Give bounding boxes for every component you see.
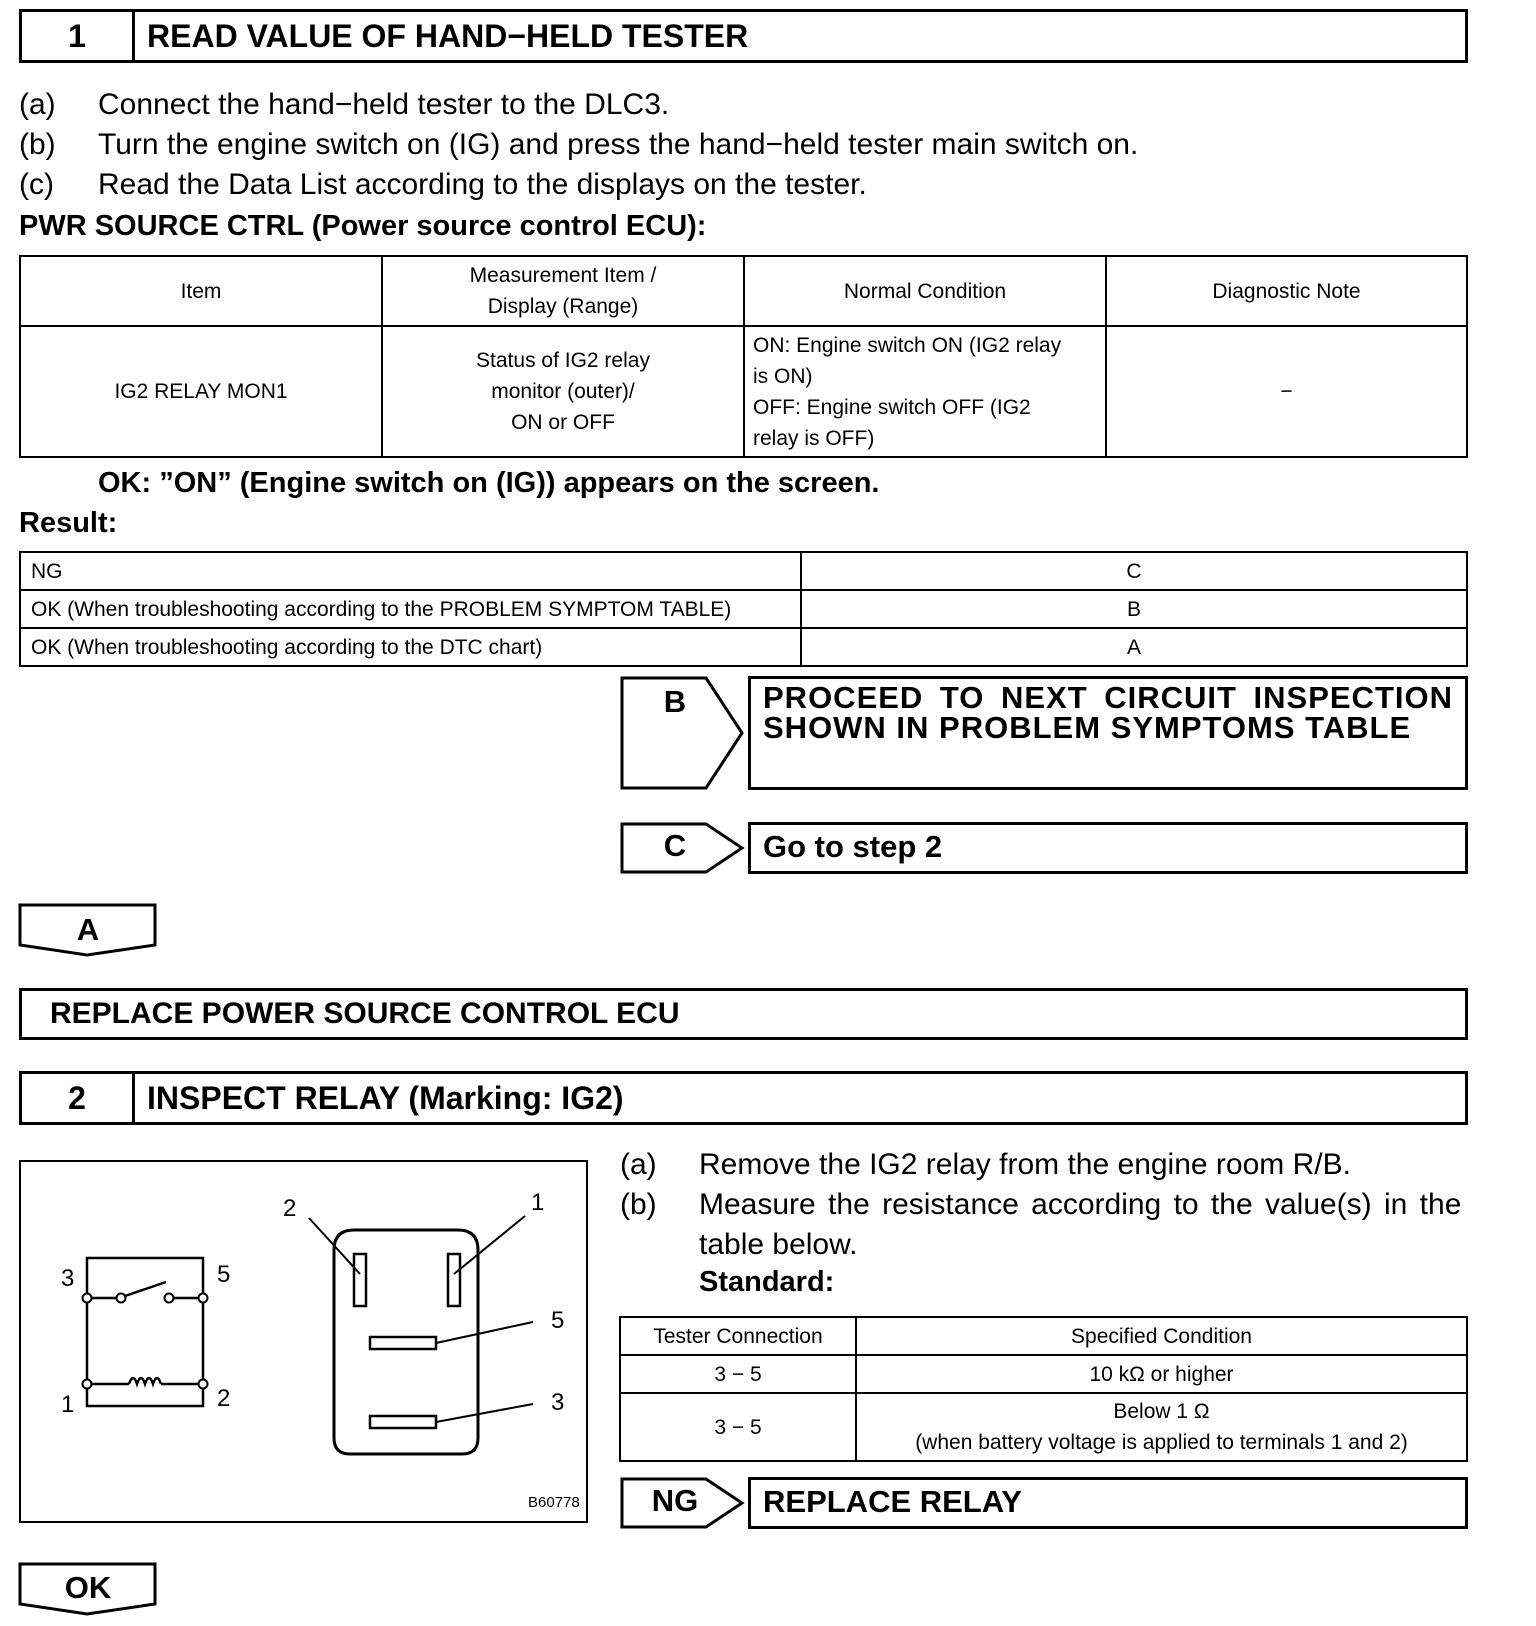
branch-c-code: C: [663, 828, 687, 863]
step-number: 1: [22, 12, 135, 60]
normal-line: ON: Engine switch ON (IG2 relay: [753, 333, 1062, 357]
header-diagnostic-note: Diagnostic Note: [1106, 256, 1467, 326]
data-list-caption: PWR SOURCE CTRL (Power source control ECU):: [19, 210, 707, 242]
cell-connection: 3 − 5: [620, 1355, 856, 1393]
measurement-line: monitor (outer)/: [491, 380, 635, 403]
cell-normal-condition: [744, 326, 1106, 457]
instruction-a: [19, 88, 669, 122]
instruction-text: Connect the hand−held tester to the DLC3.: [98, 88, 670, 121]
relay-pin-label: 1: [531, 1189, 545, 1216]
instruction-label: (a): [620, 1148, 657, 1181]
instruction-text: Read the Data List according to the displays on the tester.: [98, 168, 867, 201]
branch-ng-code: NG: [651, 1483, 699, 1518]
table-row: [620, 1355, 1467, 1393]
relay-pin-label: 3: [551, 1389, 565, 1416]
step2-instruction-b: [620, 1188, 1468, 1222]
schematic-pin-label: 5: [217, 1261, 231, 1288]
branch-b-text-line1: PROCEED TO NEXT CIRCUIT INSPECTION: [763, 680, 1453, 715]
normal-line: is ON): [753, 364, 813, 388]
normal-line: relay is OFF): [753, 426, 875, 450]
relay-figure: [19, 1160, 588, 1523]
branch-a-code: A: [76, 912, 100, 947]
data-list-table: [19, 255, 1468, 458]
step-2-header: [19, 1071, 1468, 1125]
cell-condition: [856, 1393, 1467, 1461]
header-measurement-line1: Measurement Item /: [469, 264, 657, 287]
branch-b-text-line2: SHOWN IN PROBLEM SYMPTOMS TABLE: [763, 710, 1412, 745]
step-number: 2: [22, 1074, 135, 1122]
cell-diagnostic-note: −: [1106, 326, 1467, 457]
step2-instruction-b-cont: table below.: [699, 1228, 858, 1261]
schematic-pin-label: 2: [217, 1385, 231, 1412]
header-measurement-line2: Display (Range): [487, 295, 639, 318]
schematic-pin-label: 1: [61, 1391, 75, 1418]
table-row: [20, 628, 1467, 666]
measurement-line: Status of IG2 relay: [476, 349, 650, 372]
header-specified-condition: Specified Condition: [856, 1317, 1467, 1355]
branch-ok-code: OK: [64, 1570, 112, 1605]
instruction-text: Remove the IG2 relay from the engine room R/B.: [699, 1148, 1351, 1181]
header-tester-connection: Tester Connection: [620, 1317, 856, 1355]
instruction-label: (b): [19, 128, 56, 161]
header-item: Item: [20, 256, 382, 326]
instruction-c: [19, 168, 867, 202]
header-normal-condition: Normal Condition: [744, 256, 1106, 326]
result-condition: NG: [20, 552, 801, 590]
result-table: [19, 551, 1468, 667]
result-condition: OK (When troubleshooting according to the PROBLEM SYMPTOM TABLE): [20, 590, 801, 628]
cell-item: IG2 RELAY MON1: [20, 326, 382, 457]
figure-code: B60778: [528, 1494, 580, 1511]
branch-ng-box: [748, 1477, 1468, 1529]
normal-line: OFF: Engine switch OFF (IG2: [753, 395, 1031, 419]
result-condition: OK (When troubleshooting according to the DTC chart): [20, 628, 801, 666]
measurement-line: ON or OFF: [511, 411, 615, 434]
branch-c-text: Go to step 2: [763, 829, 943, 864]
relay-pin-label: 2: [283, 1195, 297, 1222]
cell-connection: 3 − 5: [620, 1393, 856, 1461]
step2-instruction-a: [620, 1148, 1351, 1182]
branch-ng-text: REPLACE RELAY: [763, 1484, 1022, 1519]
branch-b-code: B: [663, 684, 687, 719]
step-title: READ VALUE OF HAND−HELD TESTER: [147, 17, 749, 54]
instruction-b: [19, 128, 1138, 162]
step-1-header: [19, 9, 1468, 63]
step-title: INSPECT RELAY (Marking: IG2): [147, 1079, 624, 1116]
header-measurement: [382, 256, 744, 326]
result-code: B: [801, 590, 1467, 628]
table-row: [620, 1393, 1467, 1461]
condition-line: Below 1 Ω: [1113, 1400, 1210, 1423]
result-code: C: [801, 552, 1467, 590]
table-row: [20, 590, 1467, 628]
action-replace-ecu: REPLACE POWER SOURCE CONTROL ECU: [19, 988, 1468, 1040]
cell-condition: 10 kΩ or higher: [856, 1355, 1467, 1393]
branch-b-box: [748, 676, 1468, 790]
instruction-text: Measure the resistance according to the value(s) in the: [699, 1188, 1462, 1221]
result-code: A: [801, 628, 1467, 666]
relay-pin-label: 5: [551, 1307, 565, 1334]
standard-table: [619, 1316, 1468, 1462]
result-label: Result:: [19, 507, 118, 539]
instruction-label: (b): [620, 1188, 657, 1221]
instruction-label: (c): [19, 168, 54, 201]
table-row: [20, 552, 1467, 590]
relay-diagram-icon: [21, 1162, 586, 1521]
standard-label: Standard:: [699, 1266, 835, 1298]
instruction-label: (a): [19, 88, 56, 121]
instruction-text: Turn the engine switch on (IG) and press the hand−held tester main switch on.: [98, 128, 1139, 161]
cell-measurement: [382, 326, 744, 457]
schematic-pin-label: 3: [61, 1265, 75, 1292]
condition-line: (when battery voltage is applied to terminals 1 and 2): [915, 1431, 1408, 1454]
branch-c-box: [748, 822, 1468, 874]
ok-statement: OK: ”ON” (Engine switch on (IG)) appears on the screen.: [98, 467, 880, 499]
